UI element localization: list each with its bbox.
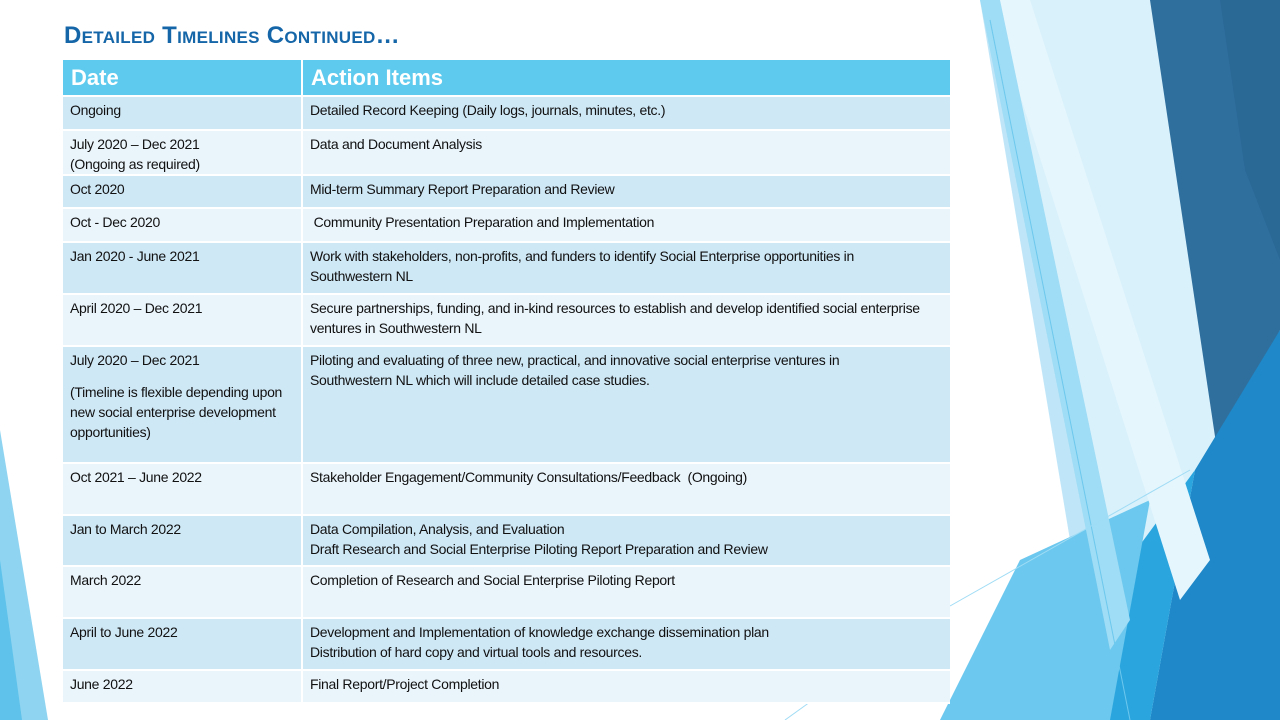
date-text: June 2022 <box>70 676 133 692</box>
date-text: March 2022 <box>70 572 141 588</box>
action-cell <box>302 566 950 618</box>
date-cell <box>63 96 302 130</box>
date-text: Ongoing <box>70 102 121 118</box>
action-text: Secure partnerships, funding, and in-kind resources to establish and develop identified social enterprise <box>310 300 920 316</box>
action-text: Southwestern NL <box>310 268 413 284</box>
date-text: Jan to March 2022 <box>70 521 181 537</box>
action-text: Community Presentation Preparation and Implementation <box>310 214 655 230</box>
table-row <box>63 618 950 670</box>
action-cell <box>302 670 950 703</box>
action-cell <box>302 618 950 670</box>
action-text: ventures in Southwestern NL <box>310 320 482 336</box>
date-text: Oct 2021 – June 2022 <box>70 469 202 485</box>
action-cell <box>302 515 950 566</box>
date-text: July 2020 – Dec 2021 <box>70 352 200 368</box>
action-text: Data Compilation, Analysis, and Evaluation <box>310 521 565 537</box>
action-text: Data and Document Analysis <box>310 136 482 152</box>
action-text: Draft Research and Social Enterprise Piloting Report Preparation and Review <box>310 541 768 557</box>
date-cell <box>63 175 302 208</box>
action-text: Detailed Record Keeping (Daily logs, journals, minutes, etc.) <box>310 102 666 118</box>
date-cell <box>63 618 302 670</box>
date-text: Oct 2020 <box>70 181 125 197</box>
date-cell <box>63 346 302 463</box>
table-row <box>63 566 950 618</box>
action-cell <box>302 130 950 175</box>
action-text: Piloting and evaluating of three new, practical, and innovative social enterprise ventures in <box>310 352 840 368</box>
date-text: July 2020 – Dec 2021 <box>70 136 200 152</box>
table-row <box>63 294 950 346</box>
date-note: opportunities) <box>70 424 151 440</box>
action-text: Distribution of hard copy and virtual tools and resources. <box>310 644 643 660</box>
date-note: (Ongoing as required) <box>70 156 200 172</box>
action-text: Completion of Research and Social Enterprise Piloting Report <box>310 572 675 588</box>
table-row <box>63 242 950 294</box>
action-cell <box>302 294 950 346</box>
date-cell <box>63 566 302 618</box>
table-row <box>63 463 950 515</box>
table-row <box>63 346 950 463</box>
table-row <box>63 515 950 566</box>
column-header-date: Date <box>63 60 302 96</box>
date-cell <box>63 242 302 294</box>
table-header-row <box>63 60 950 96</box>
action-text: Final Report/Project Completion <box>310 676 500 692</box>
date-cell <box>63 463 302 515</box>
action-text: Work with stakeholders, non-profits, and funders to identify Social Enterprise opportunities in <box>310 248 854 264</box>
date-text: April 2020 – Dec 2021 <box>70 300 203 316</box>
action-text: Development and Implementation of knowledge exchange dissemination plan <box>310 624 769 640</box>
table-row <box>63 175 950 208</box>
date-text: April to June 2022 <box>70 624 178 640</box>
action-cell <box>302 242 950 294</box>
timeline-table <box>63 60 950 704</box>
action-cell <box>302 463 950 515</box>
date-cell <box>63 208 302 242</box>
table-row <box>63 96 950 130</box>
date-cell <box>63 130 302 175</box>
action-cell <box>302 346 950 463</box>
date-text: Jan 2020 - June 2021 <box>70 248 200 264</box>
column-header-action-items: Action Items <box>302 60 950 96</box>
table-row <box>63 670 950 703</box>
date-cell <box>63 670 302 703</box>
page-title: Detailed Timelines Continued… <box>64 22 400 49</box>
table-row <box>63 208 950 242</box>
date-note: (Timeline is flexible depending upon <box>70 384 283 400</box>
action-text: Southwestern NL which will include detailed case studies. <box>310 372 650 388</box>
date-cell <box>63 294 302 346</box>
date-text: Oct - Dec 2020 <box>70 214 160 230</box>
action-text: Mid-term Summary Report Preparation and Review <box>310 181 615 197</box>
action-cell <box>302 96 950 130</box>
action-text: Stakeholder Engagement/Community Consultations/Feedback (Ongoing) <box>310 469 748 485</box>
table-row <box>63 130 950 175</box>
date-note: new social enterprise development <box>70 404 276 420</box>
action-cell <box>302 175 950 208</box>
action-cell <box>302 208 950 242</box>
date-cell <box>63 515 302 566</box>
